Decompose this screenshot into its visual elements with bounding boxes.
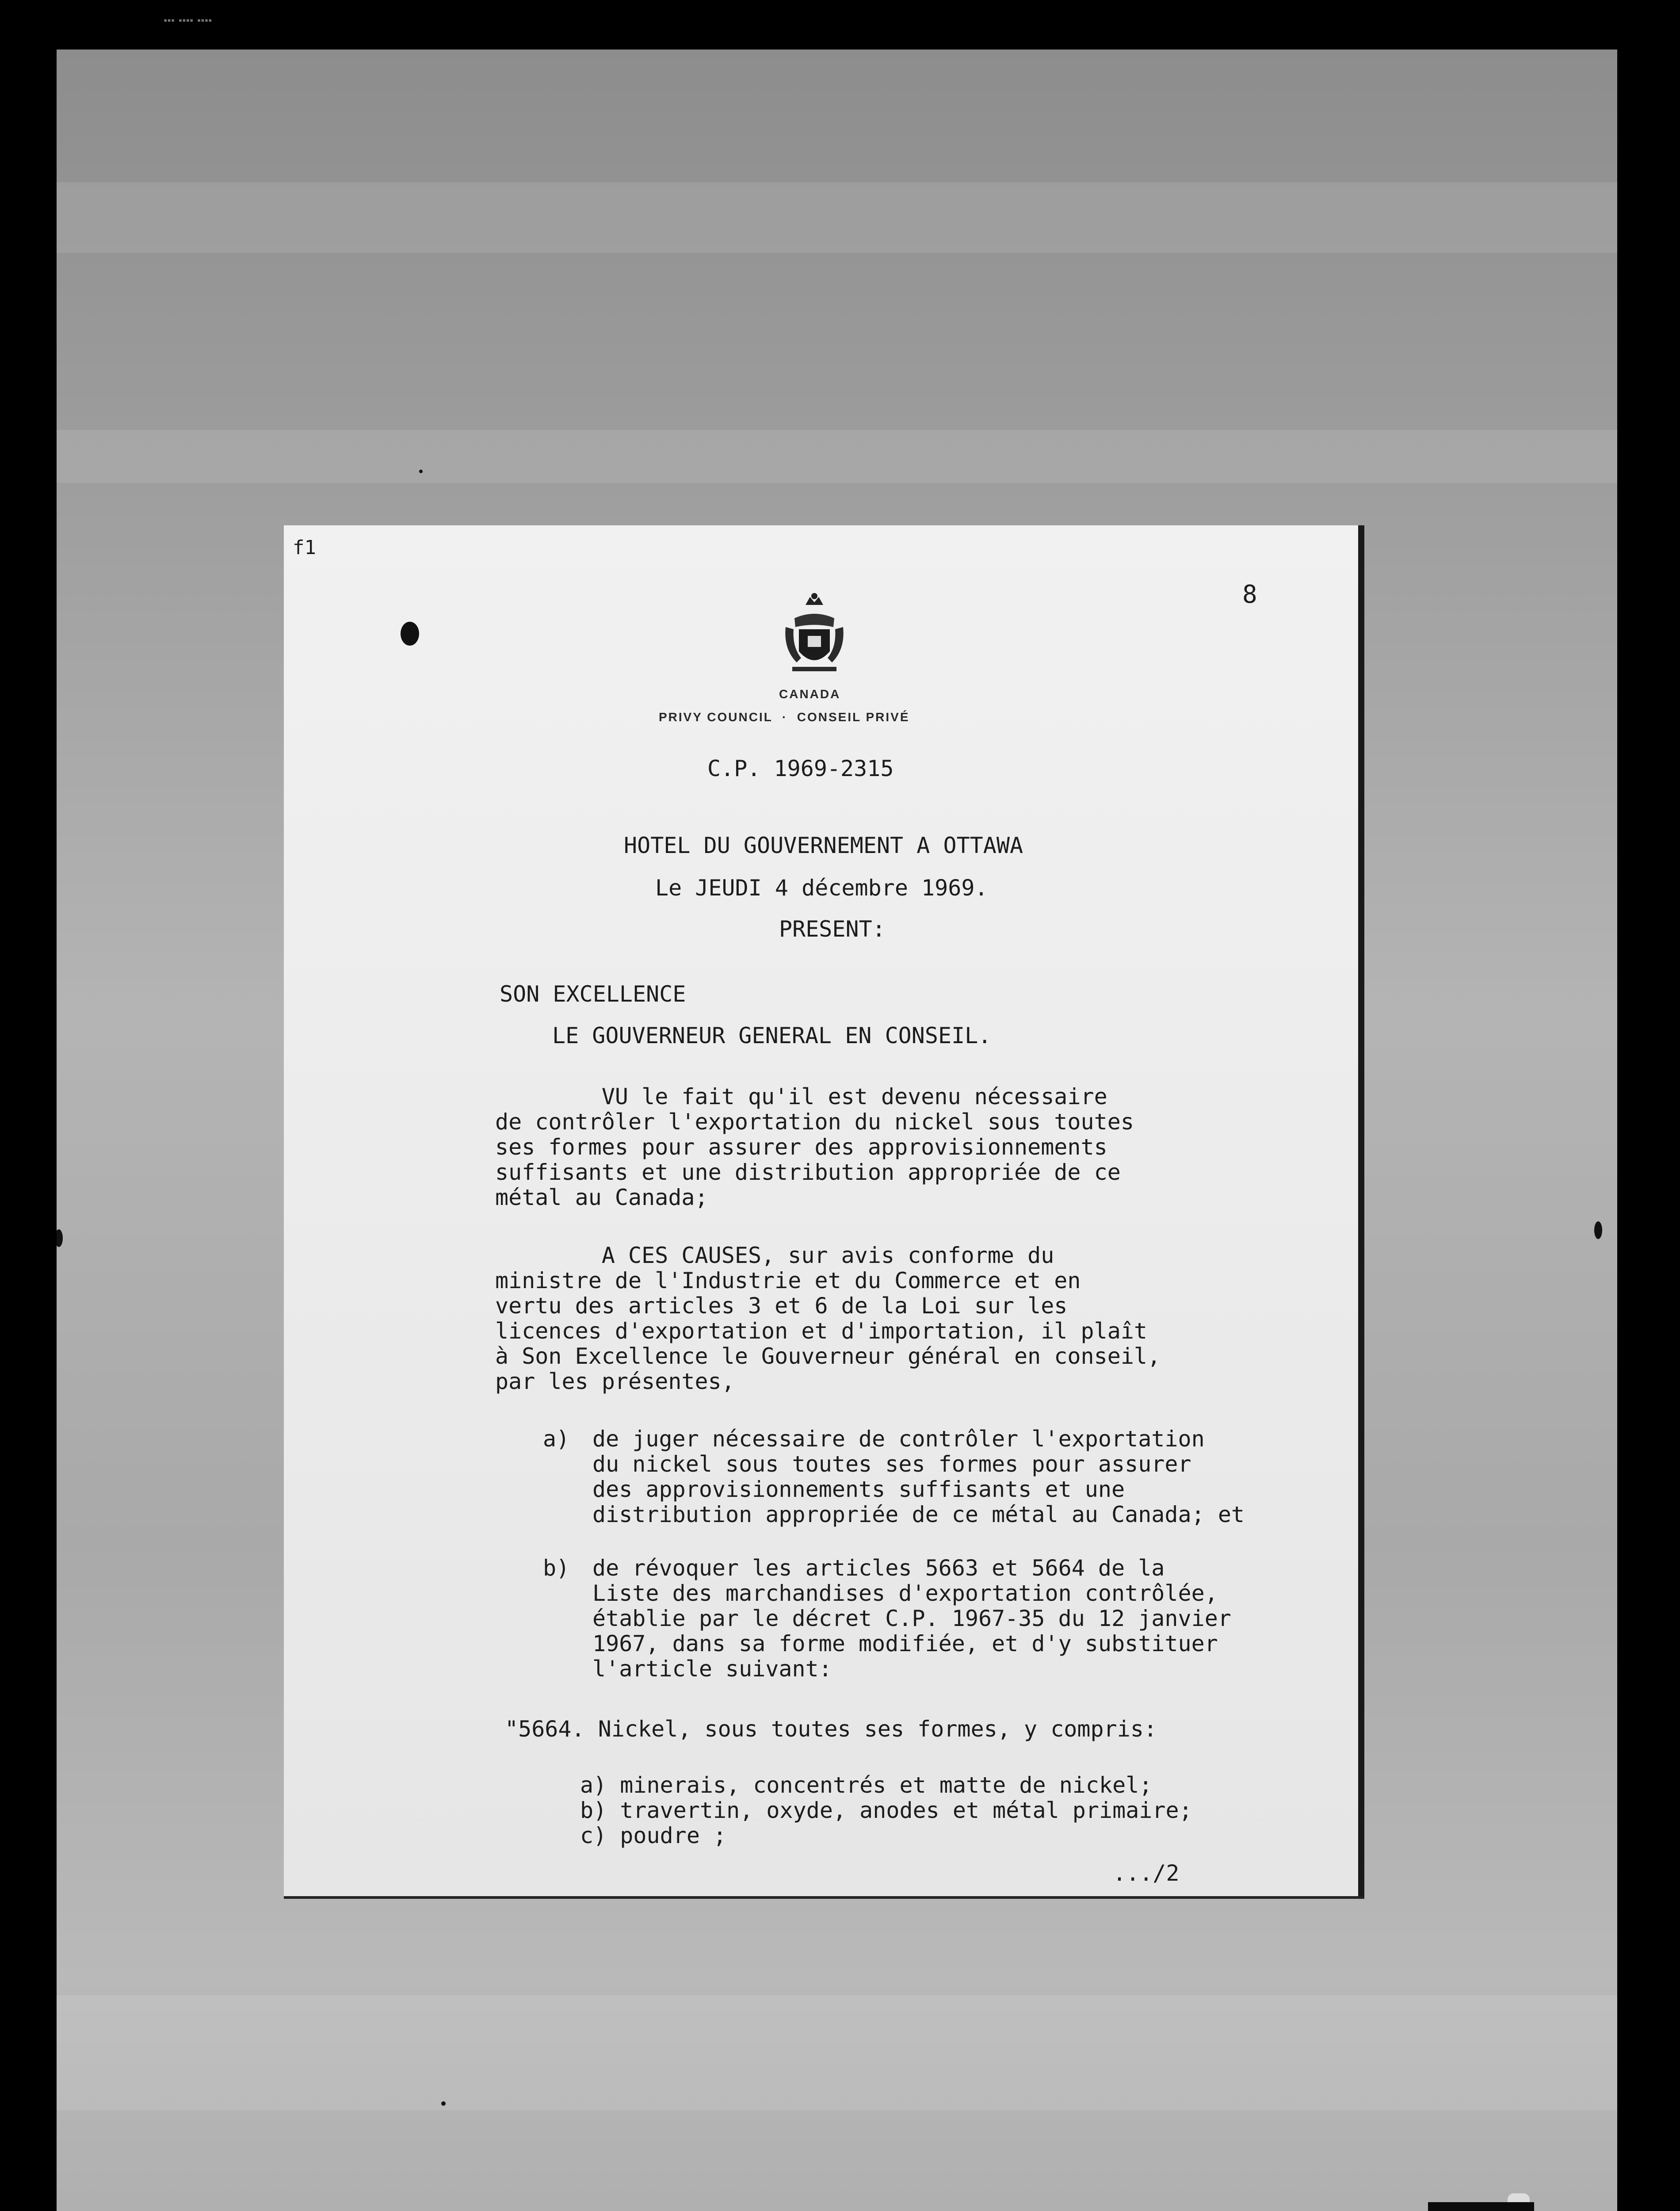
- item-b-line: l'article suivant:: [592, 1656, 832, 1682]
- top-border-marks: ▪▪▪ ▪▪▪▪ ▪▪▪▪: [164, 17, 212, 24]
- page-number: 8: [1242, 580, 1257, 609]
- article-heading: "5664. Nickel, sous toutes ses formes, y compris:: [505, 1716, 1157, 1742]
- paragraph-1-line: suffisants et une distribution appropriée de ce: [495, 1159, 1121, 1185]
- paragraph-2-line: licences d'exportation et d'importation, il plaît: [495, 1318, 1148, 1344]
- paragraph-2-line: ministre de l'Industrie et du Commerce et en: [495, 1268, 1081, 1293]
- paragraph-2-line: A CES CAUSES, sur avis conforme du: [495, 1243, 1054, 1268]
- excellence-line: SON EXCELLENCE: [500, 981, 686, 1007]
- letterhead-council: PRIVY COUNCIL · CONSEIL PRIVÉ: [659, 710, 910, 724]
- item-a-line: des approvisionnements suffisants et une: [592, 1477, 1125, 1502]
- item-b-line: Liste des marchandises d'exportation contrôlée,: [592, 1580, 1218, 1606]
- article-sub-item: c) poudre ;: [580, 1823, 727, 1848]
- item-a-line: du nickel sous toutes ses formes pour assurer: [592, 1451, 1191, 1477]
- item-b-line: 1967, dans sa forme modifiée, et d'y substituer: [592, 1631, 1218, 1656]
- location-line: HOTEL DU GOUVERNEMENT A OTTAWA: [624, 833, 1023, 858]
- coat-of-arms-icon: [781, 592, 848, 676]
- typed-document-sheet: [284, 525, 1364, 1896]
- hole-punch-mark: [401, 622, 419, 646]
- paragraph-1-line: ses formes pour assurer des approvisionnements: [495, 1134, 1107, 1160]
- item-a-label: a): [543, 1426, 570, 1452]
- item-b-label: b): [543, 1555, 570, 1581]
- order-number: C.P. 1969-2315: [707, 756, 894, 781]
- paragraph-2-line: à Son Excellence le Gouverneur général en conseil,: [495, 1343, 1161, 1369]
- paragraph-1-line: VU le fait qu'il est devenu nécessaire: [495, 1084, 1107, 1109]
- item-b-line: de révoquer les articles 5663 et 5664 de la: [592, 1555, 1165, 1581]
- item-b-line: établie par le décret C.P. 1967-35 du 12 janvier: [592, 1606, 1231, 1631]
- continuation-marker: .../2: [1113, 1860, 1180, 1886]
- article-sub-item: b) travertin, oxyde, anodes et métal primaire;: [580, 1798, 1192, 1823]
- present-line: PRESENT:: [779, 916, 886, 942]
- paragraph-2-line: par les présentes,: [495, 1369, 735, 1394]
- paragraph-1-line: de contrôler l'exportation du nickel sous toutes: [495, 1109, 1134, 1135]
- paragraph-2-line: vertu des articles 3 et 6 de la Loi sur les: [495, 1293, 1068, 1319]
- date-line: Le JEUDI 4 décembre 1969.: [655, 875, 988, 901]
- item-a-line: distribution appropriée de ce métal au Canada; et: [592, 1502, 1245, 1527]
- letterhead-country: CANADA: [779, 687, 841, 701]
- paragraph-1-line: métal au Canada;: [495, 1185, 708, 1210]
- corner-mark: f1: [293, 536, 316, 559]
- article-sub-item: a) minerais, concentrés et matte de nickel;: [580, 1772, 1153, 1798]
- film-corner-block: [1428, 2202, 1534, 2211]
- item-a-line: de juger nécessaire de contrôler l'exportation: [592, 1426, 1205, 1452]
- governor-line: LE GOUVERNEUR GENERAL EN CONSEIL.: [552, 1023, 992, 1048]
